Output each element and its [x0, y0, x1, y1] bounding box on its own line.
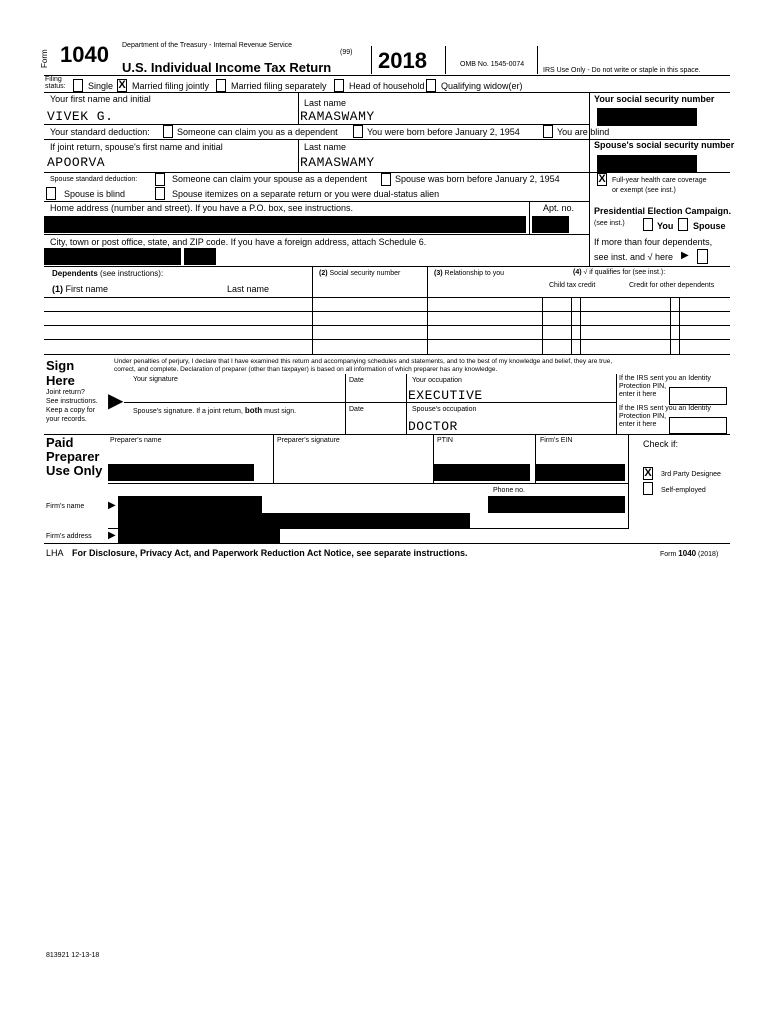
spouse-signature-label: Spouse's signature. If a joint return, both must sign.: [133, 406, 297, 415]
apt-redacted[interactable]: [532, 216, 569, 233]
firm-name-label: Firm's name: [46, 503, 85, 510]
spouse-last-name-value[interactable]: RAMASWAMY: [300, 155, 375, 170]
firm-address-arrow-icon: ▶: [108, 530, 116, 541]
lha-label: LHA: [46, 548, 64, 558]
phone-redacted[interactable]: [488, 496, 625, 513]
preparer-signature-label: Preparer's signature: [277, 437, 340, 444]
qw-label: Qualifying widow(er): [441, 81, 523, 91]
perjury-text-2: correct, and complete. Declaration of preparer (other than taxpayer) is based on all information of which preparer has any knowledge.: [114, 366, 498, 373]
last-name-label: Last name: [304, 98, 347, 108]
firm-address-redacted[interactable]: [118, 529, 280, 543]
dependent-row[interactable]: [44, 312, 730, 325]
dependent-row[interactable]: [44, 298, 730, 311]
health-coverage-line2: or exempt (see inst.): [612, 187, 676, 194]
third-party-checkbox[interactable]: X: [644, 467, 652, 479]
city-redacted[interactable]: [44, 248, 181, 265]
preparer-title: Paid Preparer Use Only: [46, 435, 103, 478]
pec-spouse-label: Spouse: [693, 221, 726, 231]
health-coverage-line1: Full-year health care coverage: [612, 177, 707, 184]
dependent-row[interactable]: [44, 340, 730, 353]
pin1-label: If the IRS sent you an Identity Protection PIN, enter it here: [619, 375, 711, 398]
sign-note: Joint return? See instructions. Keep a copy for your records.: [46, 389, 98, 423]
ssn-label: Your social security number: [594, 94, 715, 104]
ptin-label: PTIN: [437, 437, 453, 444]
spouse-blind-checkbox[interactable]: [46, 187, 56, 200]
sign-title: Sign Here: [46, 358, 75, 388]
std-ded-label: Your standard deduction:: [50, 127, 150, 137]
pin2-input[interactable]: [669, 417, 727, 434]
spouse-blind-label: Spouse is blind: [64, 189, 126, 199]
code-99: (99): [340, 49, 353, 56]
spouse-ssn-redacted[interactable]: [597, 155, 697, 172]
footer-form: Form 1040 (2018): [660, 549, 719, 558]
ein-redacted[interactable]: [535, 464, 625, 481]
apt-label: Apt. no.: [543, 203, 575, 213]
perjury-text-1: Under penalties of perjury, I declare that I have examined this return and accompanying schedules and statements, and to the best of my knowledge and belief, they are true,: [114, 358, 613, 365]
more-deps-line2: see inst. and √ here: [594, 252, 673, 262]
spouse-occupation-value[interactable]: DOCTOR: [408, 419, 458, 434]
dep-col4b-header: Credit for other dependents: [629, 282, 715, 289]
pec-see: (see inst.): [594, 220, 625, 227]
spouse-dependent-checkbox[interactable]: [155, 173, 165, 186]
your-occupation-value[interactable]: EXECUTIVE: [408, 388, 483, 403]
mfj-checkbox[interactable]: X: [118, 79, 126, 91]
form-word: Form: [40, 49, 49, 68]
dependent-checkbox[interactable]: [163, 125, 173, 138]
pin1-input[interactable]: [669, 387, 727, 405]
health-coverage-checkbox[interactable]: X: [598, 173, 606, 185]
mfs-checkbox[interactable]: [216, 79, 226, 92]
hoh-checkbox[interactable]: [334, 79, 344, 92]
spouse-born-checkbox[interactable]: [381, 173, 391, 186]
single-label: Single: [88, 81, 114, 91]
blind-checkbox[interactable]: [543, 125, 553, 138]
date-label: Date: [349, 377, 364, 384]
hoh-label: Head of household: [349, 81, 425, 91]
spouse-first-name-value[interactable]: APOORVA: [47, 155, 106, 170]
state-redacted[interactable]: [184, 248, 216, 265]
spouse-dependent-label: Someone can claim your spouse as a dependent: [172, 174, 368, 184]
pec-you-label: You: [657, 221, 674, 231]
check-if-label: Check if:: [643, 439, 679, 449]
pec-title: Presidential Election Campaign.: [594, 206, 732, 216]
more-deps-line1: If more than four dependents,: [594, 237, 713, 247]
date2-label: Date: [349, 406, 364, 413]
third-party-label: 3rd Party Designee: [661, 471, 721, 478]
preparer-name-label: Preparer's name: [110, 437, 162, 444]
dep-col2-header: (2) Social security number: [319, 270, 401, 277]
pec-spouse-checkbox[interactable]: [678, 218, 688, 231]
born-label: You were born before January 2, 1954: [367, 127, 520, 137]
dep-col4-header: (4) √ if qualifies for (see inst.):: [573, 269, 666, 276]
home-address-redacted[interactable]: [44, 216, 526, 233]
spouse-std-ded-label: Spouse standard deduction:: [50, 176, 138, 183]
phone-label: Phone no.: [493, 487, 525, 494]
qw-checkbox[interactable]: [426, 79, 436, 92]
firm-name-redacted[interactable]: [118, 496, 262, 513]
preparer-name-redacted[interactable]: [108, 464, 254, 481]
department-text: Department of the Treasury - Internal Revenue Service: [122, 42, 293, 49]
city-label: City, town or post office, state, and ZIP code. If you have a foreign address, attach Schedule 6.: [50, 237, 427, 247]
firm-ein-label: Firm's EIN: [540, 437, 573, 444]
spouse-first-name-label: If joint return, spouse's first name and initial: [50, 142, 223, 152]
single-checkbox[interactable]: [73, 79, 83, 92]
disclosure-notice: For Disclosure, Privacy Act, and Paperwork Reduction Act Notice, see separate instructions.: [72, 548, 468, 558]
arrow-right-icon: ▶: [681, 250, 689, 261]
home-address-label: Home address (number and street). If you have a P.O. box, see instructions.: [50, 203, 353, 213]
ssn-redacted[interactable]: [597, 108, 697, 126]
spouse-ssn-label: Spouse's social security number: [594, 140, 735, 150]
form-code: 813921 12-13-18: [46, 952, 100, 959]
firm-address-label: Firm's address: [46, 533, 92, 540]
mfs-label: Married filing separately: [231, 81, 327, 91]
pin2-label: If the IRS sent you an Identity Protection PIN, enter it here: [619, 405, 711, 428]
form-title: U.S. Individual Income Tax Return: [122, 60, 332, 75]
ptin-redacted[interactable]: [433, 464, 530, 481]
dependent-row[interactable]: [44, 326, 730, 339]
tax-year: 2018: [378, 48, 427, 73]
spouse-itemizes-label: Spouse itemizes on a separate return or you were dual-status alien: [172, 189, 440, 199]
last-name-value[interactable]: RAMASWAMY: [300, 109, 375, 124]
your-occupation-label: Your occupation: [412, 377, 462, 384]
first-name-value[interactable]: VIVEK G.: [47, 109, 114, 124]
omb-number: OMB No. 1545-0074: [460, 61, 525, 68]
blind-label: You are blind: [557, 127, 610, 137]
dependents-title: Dependents (see instructions):: [52, 269, 164, 278]
dep-col4a-header: Child tax credit: [549, 282, 596, 289]
pec-you-checkbox[interactable]: [643, 218, 653, 231]
self-employed-checkbox[interactable]: [643, 482, 653, 495]
dep-col1b-header: Last name: [227, 284, 270, 294]
form-number: 1040: [60, 42, 109, 67]
first-name-label: Your first name and initial: [50, 94, 151, 104]
dep-col1-header: (1) First name: [52, 284, 109, 294]
born-checkbox[interactable]: [353, 125, 363, 138]
spouse-itemizes-checkbox[interactable]: [155, 187, 165, 200]
dep-col3-header: (3) Relationship to you: [434, 270, 505, 277]
filing-status-label: Filing status:: [45, 76, 66, 90]
irs-use-only: IRS Use Only - Do not write or staple in this space.: [543, 67, 701, 74]
spouse-last-name-label: Last name: [304, 142, 347, 152]
firm-name-redacted-2[interactable]: [118, 513, 470, 528]
sign-arrow-icon: ▶: [108, 390, 124, 412]
firm-name-arrow-icon: ▶: [108, 500, 116, 511]
more-deps-checkbox[interactable]: [697, 249, 708, 264]
spouse-born-label: Spouse was born before January 2, 1954: [395, 174, 560, 184]
spouse-occupation-label: Spouse's occupation: [412, 406, 477, 413]
mfj-label: Married filing jointly: [132, 81, 210, 91]
dependent-label: Someone can claim you as a dependent: [177, 127, 338, 137]
your-signature-label: Your signature: [133, 376, 178, 383]
self-employed-label: Self-employed: [661, 487, 706, 494]
